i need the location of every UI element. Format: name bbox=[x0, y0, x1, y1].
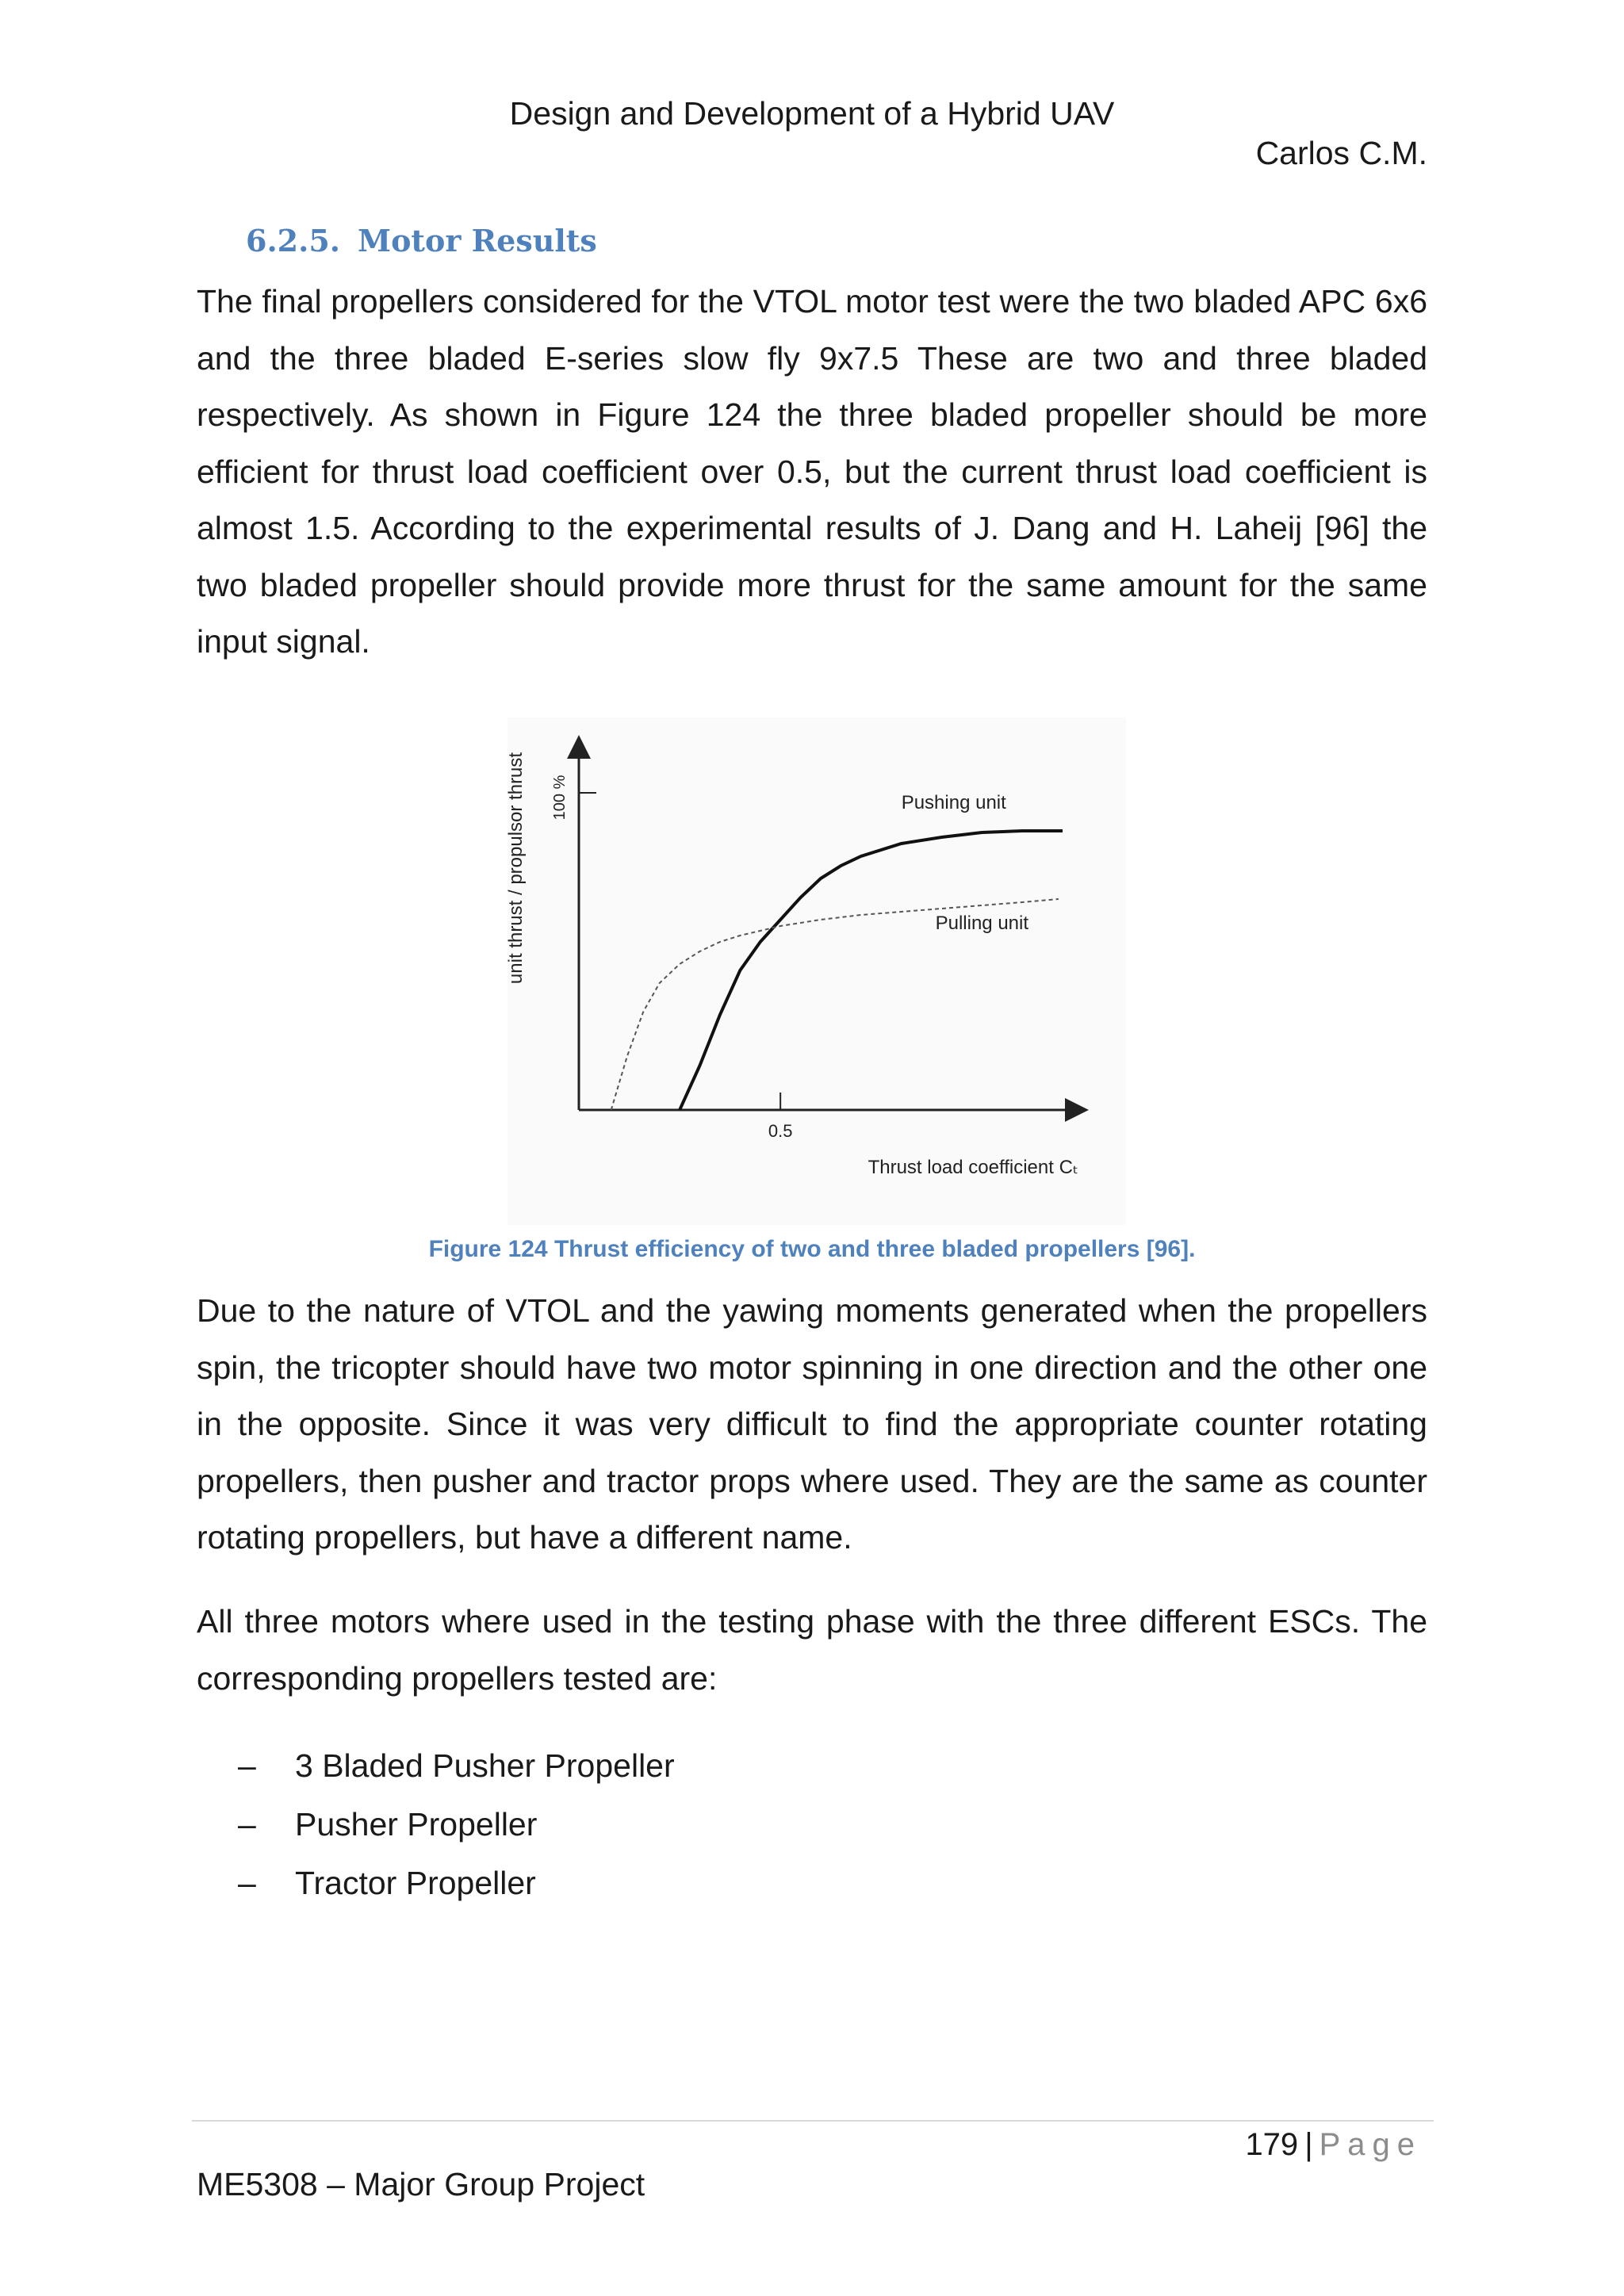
y-tick-label: 100 % bbox=[551, 775, 569, 821]
document-title: Design and Development of a Hybrid UAV bbox=[509, 95, 1115, 132]
section-heading bbox=[246, 222, 597, 260]
y-axis-label: unit thrust / propulsor thrust bbox=[505, 752, 527, 985]
list-item bbox=[238, 1854, 675, 1912]
list-item-text: 3 Bladed Pusher Propeller bbox=[295, 1747, 675, 1784]
thrust-chart bbox=[505, 718, 1126, 1225]
document-author: Carlos C.M. bbox=[1255, 135, 1427, 171]
list-item bbox=[238, 1795, 675, 1854]
list-dash: – bbox=[238, 1747, 256, 1784]
paragraph-propeller-selection: The final propellers considered for the VTOL motor test were the two bladed APC 6x6 and the three bladed E-series slow fly 9x7.5 These are two and three bladed respectively. As shown in Figure 124 the three bladed propeller should be more efficient for thrust load coefficient over 0.5, but the current thrust load coefficient is almost 1.5. According to the experimental results of J. Dang and H. Laheij [96] the two bladed propeller should provide more thrust for the same amount for the same input signal. bbox=[197, 283, 1427, 660]
list-dash: – bbox=[238, 1865, 256, 1901]
figure-thrust-efficiency bbox=[505, 718, 1126, 1225]
x-axis-label: Thrust load coefficient Cₜ bbox=[868, 1157, 1078, 1178]
page-number-value: 179 bbox=[1245, 2127, 1299, 2162]
list-dash: – bbox=[238, 1806, 256, 1843]
propeller-list bbox=[238, 1736, 675, 1912]
figure-caption: Figure 124 Thrust efficiency of two and three bladed propellers [96]. bbox=[428, 1236, 1196, 1262]
x-tick-label: 0.5 bbox=[768, 1121, 793, 1141]
footer-divider bbox=[192, 2120, 1434, 2122]
section-title: Motor Results bbox=[358, 223, 597, 258]
page-word: Page bbox=[1319, 2127, 1422, 2162]
label-pulling-unit: Pulling unit bbox=[935, 913, 1029, 934]
label-pushing-unit: Pushing unit bbox=[901, 792, 1006, 813]
section-number: 6.2.5. bbox=[246, 223, 341, 258]
paragraph-yawing-moments: Due to the nature of VTOL and the yawing moments generated when the propellers spin, the tricopter should have two motor spinning in one direction and the other one in the opposite. Since it was very difficult to find the appropriate counter rotating propellers, then pusher and tractor props where used. They are the same as counter rotating propellers, but have a different name. bbox=[197, 1292, 1427, 1556]
footer-course: ME5308 – Major Group Project bbox=[197, 2166, 645, 2202]
list-item-text: Pusher Propeller bbox=[295, 1806, 538, 1843]
page-number bbox=[1245, 2125, 1422, 2164]
page-number-separator: | bbox=[1304, 2127, 1313, 2162]
list-item bbox=[238, 1736, 675, 1795]
paragraph-tested-propellers: All three motors where used in the testing phase with the three different ESCs. The corresponding propellers tested are: bbox=[197, 1603, 1427, 1697]
list-item-text: Tractor Propeller bbox=[295, 1865, 536, 1901]
series-line-pushing bbox=[680, 831, 1063, 1110]
